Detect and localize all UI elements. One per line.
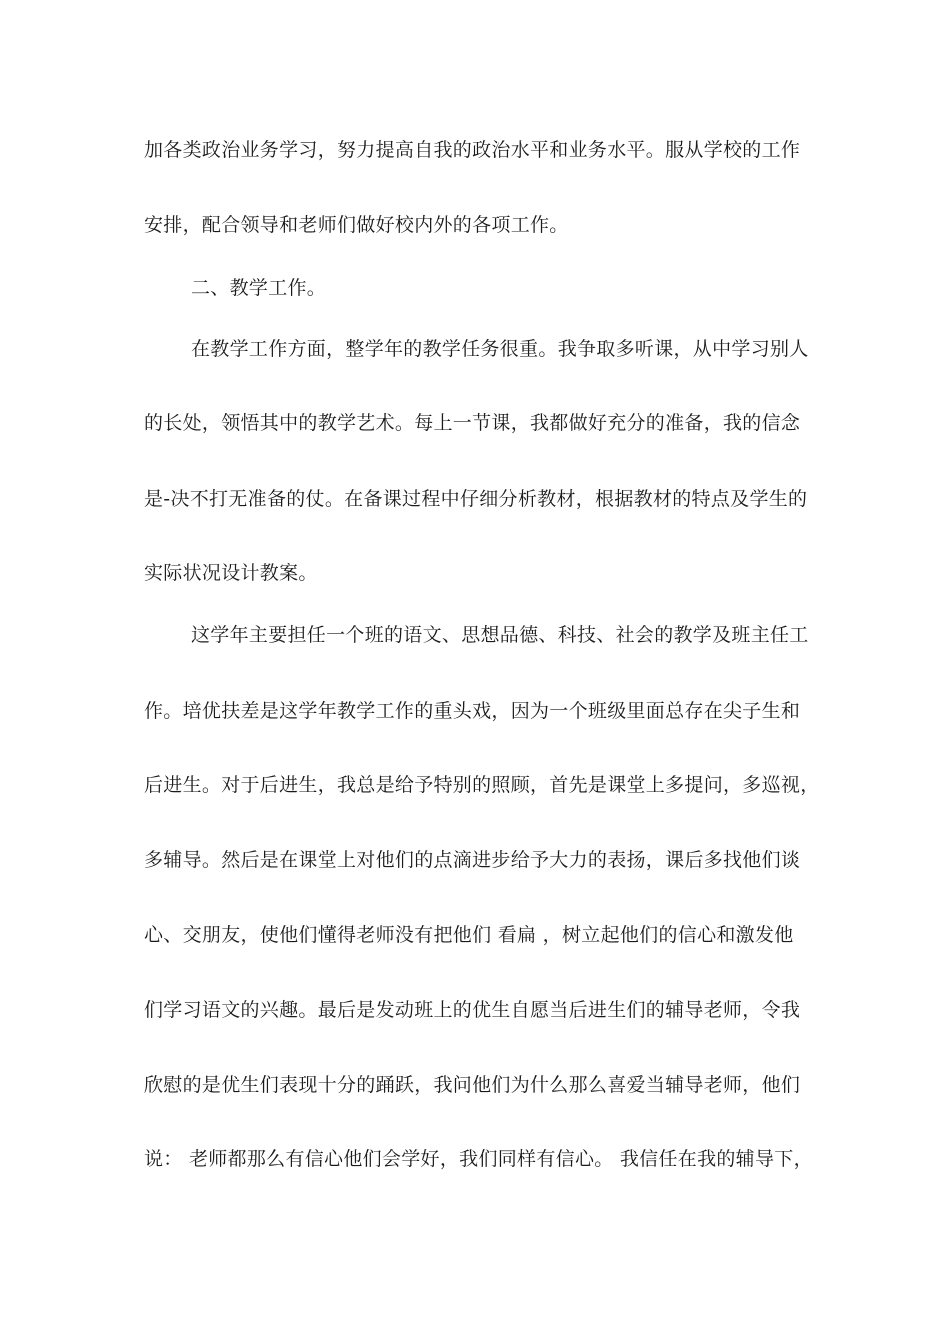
- paragraph-line: 在教学工作方面，整学年的教学任务很重。我争取多听课，从中学习别人: [191, 338, 809, 360]
- paragraph-line: 欣慰的是优生们表现十分的踊跃，我问他们为什么那么喜爱当辅导老师，他们: [144, 1074, 801, 1096]
- paragraph-line: 后进生。对于后进生，我总是给予特别的照顾，首先是课堂上多提问，多巡视，: [144, 774, 820, 796]
- paragraph-line: 作。培优扶差是这学年教学工作的重头戏，因为一个班级里面总存在尖子生和: [144, 700, 801, 722]
- paragraph-line: 们学习语文的兴趣。最后是发动班上的优生自愿当后进生们的辅导老师，令我: [144, 999, 801, 1021]
- section-heading: 二、教学工作。: [191, 277, 327, 299]
- paragraph-line: 说： 老师都那么有信心他们会学好，我们同样有信心。 我信任在我的辅导下，: [144, 1148, 813, 1170]
- paragraph-line: 实际状况设计教案。: [144, 562, 318, 584]
- paragraph-line: 的长处，领悟其中的教学艺术。每上一节课，我都做好充分的准备，我的信念: [144, 412, 801, 434]
- paragraph-line: 是-决不打无准备的仗。在备课过程中仔细分析教材，根据教材的特点及学生的: [144, 488, 808, 510]
- paragraph-line: 多辅导。然后是在课堂上对他们的点滴进步给予大力的表扬，课后多找他们谈: [144, 849, 801, 871]
- paragraph-line: 这学年主要担任一个班的语文、思想品德、科技、社会的教学及班主任工: [191, 624, 809, 646]
- paragraph-line: 安排，配合领导和老师们做好校内外的各项工作。: [144, 214, 569, 236]
- paragraph-line: 加各类政治业务学习，努力提高自我的政治水平和业务水平。服从学校的工作: [144, 139, 801, 161]
- paragraph-line: 心、交朋友，使他们懂得老师没有把他们 看扁 ，树立起他们的信心和激发他: [144, 924, 794, 946]
